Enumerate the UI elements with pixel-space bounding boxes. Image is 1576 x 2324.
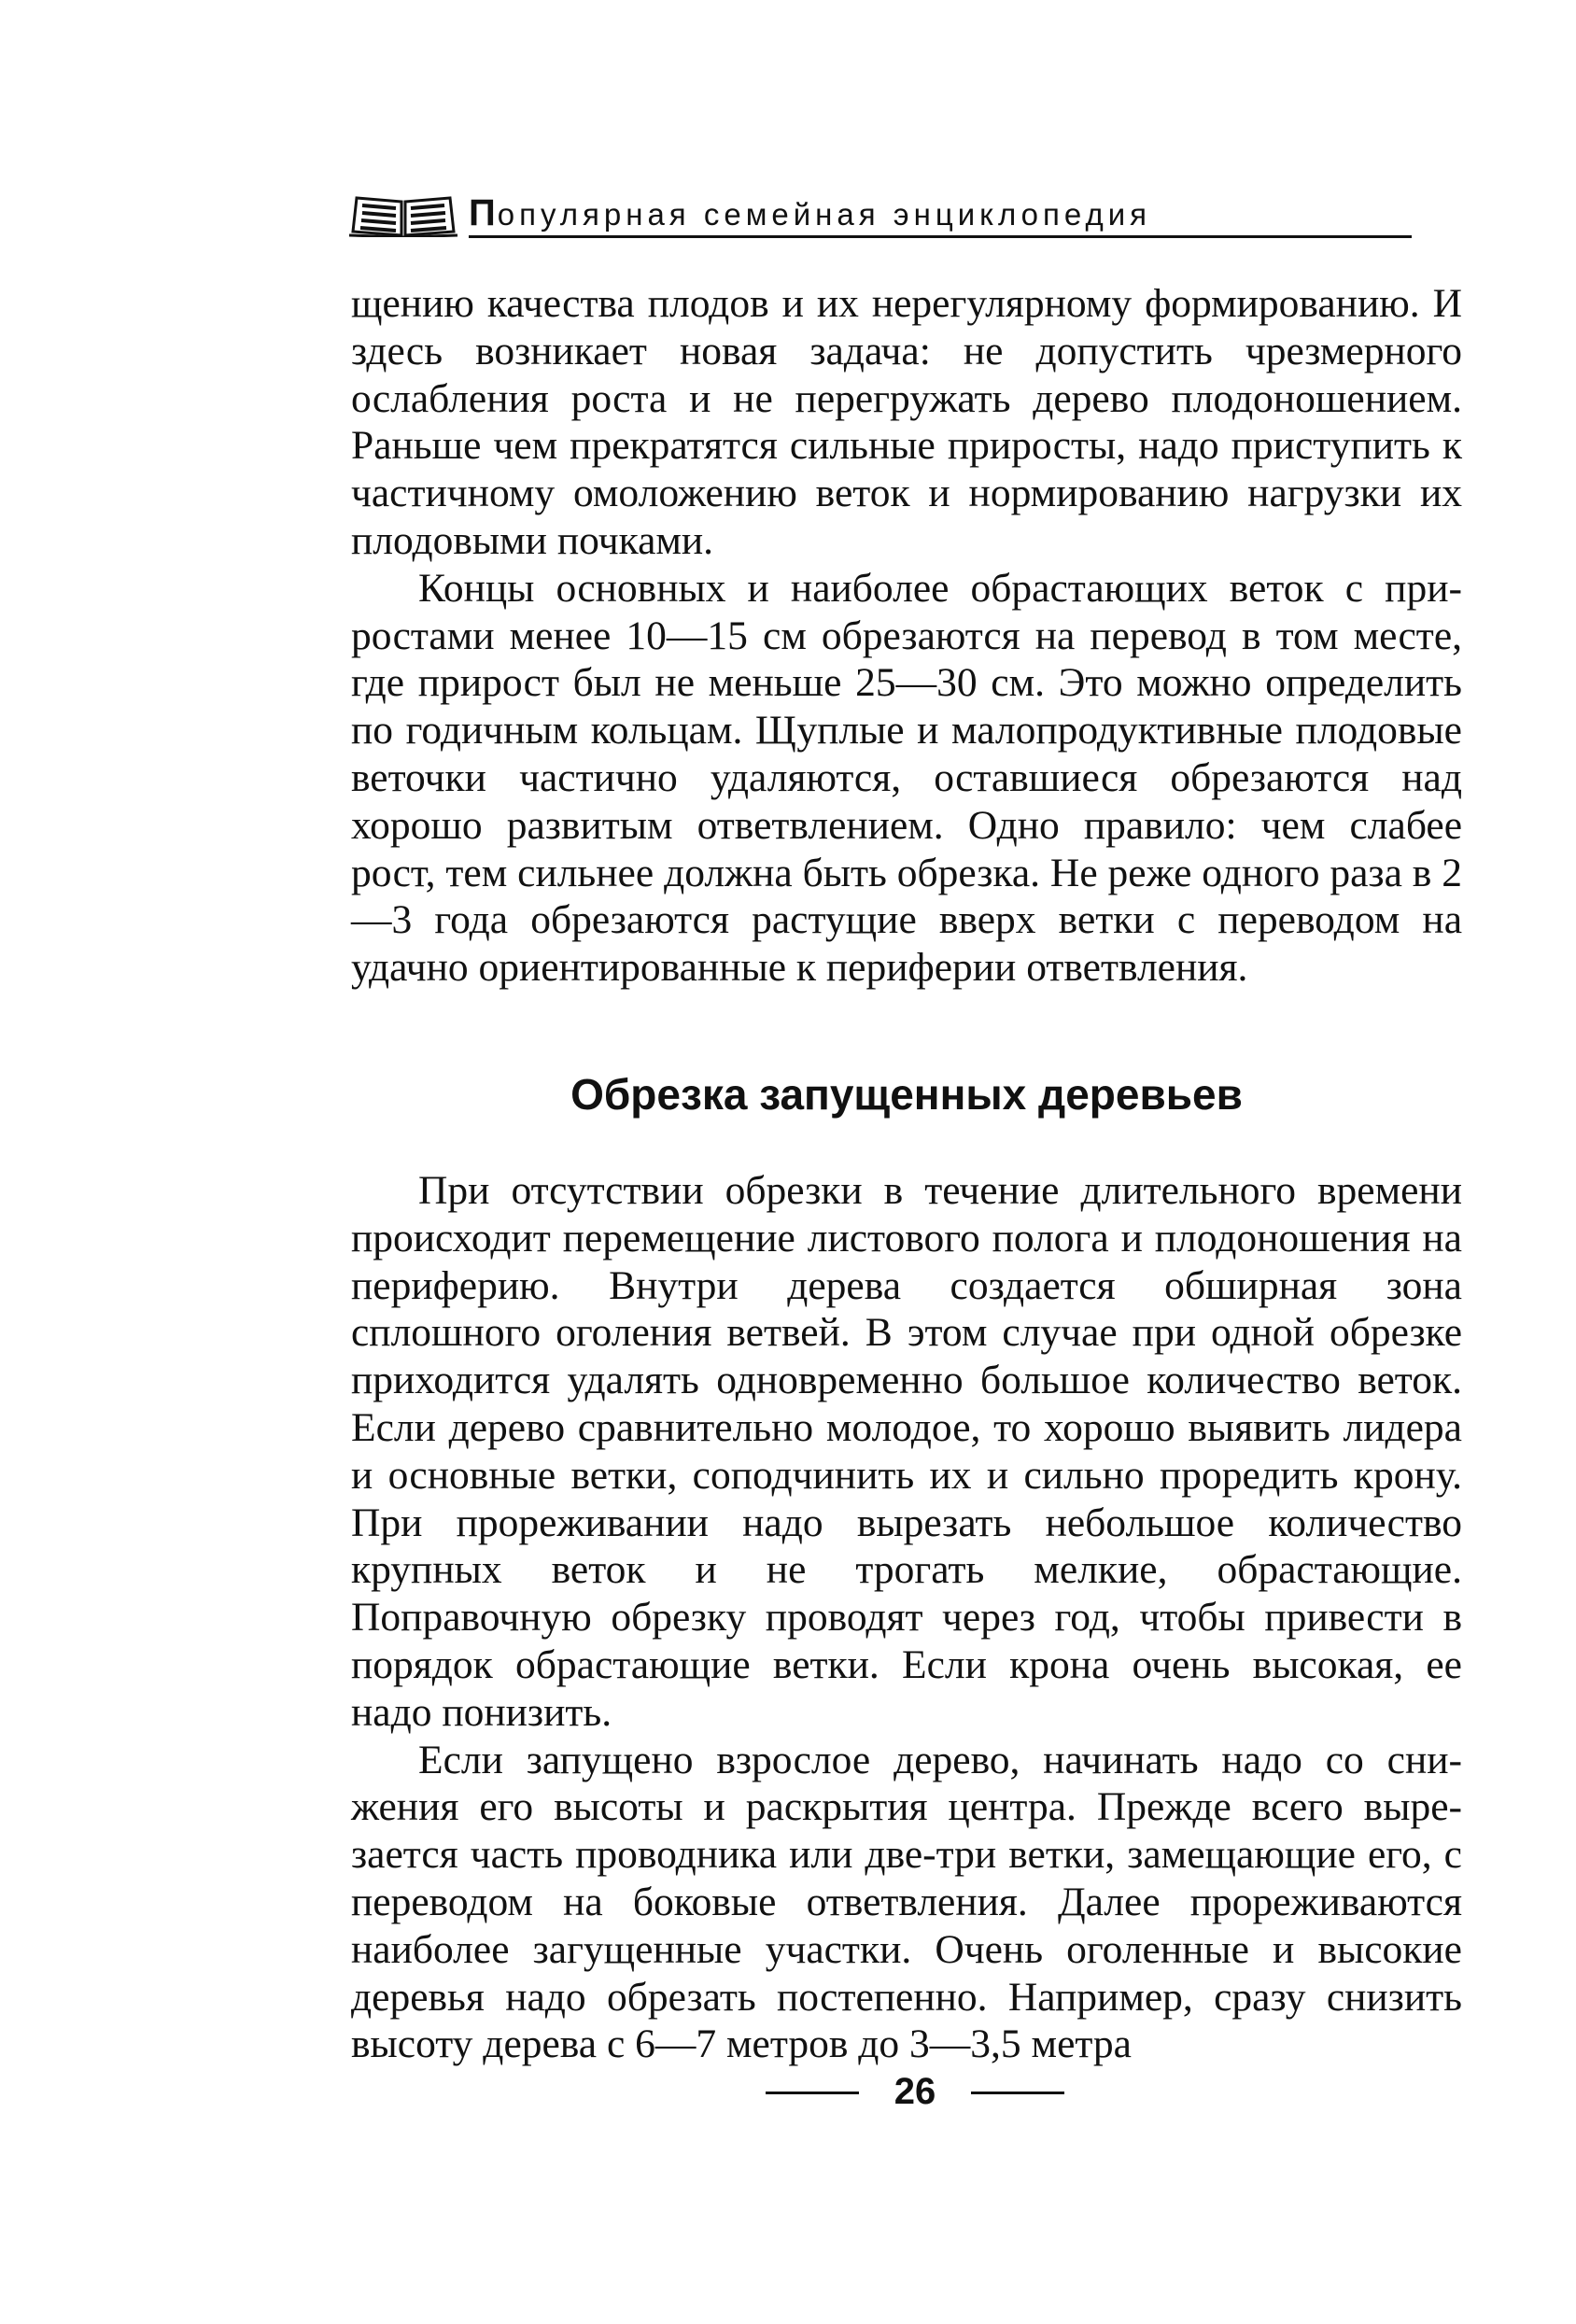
header-rule — [469, 235, 1412, 238]
running-header — [347, 183, 1421, 241]
page-number: 26 — [894, 2071, 936, 2112]
page-footer — [0, 2063, 1576, 2120]
paragraph: Концы основных и наиболее обрастающих веток с приростами менее 10—15 см обрезаются на перевод в том месте, где прирост был не меньше 25—30 см. Это можно определить по годичным кольцам. Щуплые и малопродуктивные плодовые веточки частично удаляются, оставшиеся обрезаются над хорошо развитым ответвлением. Одно правило: чем слабее рост, тем сильнее должна быть обрезка. Не реже одного раза в 2—3 года обрезаются растущие вверх ветки с переводом на удачно ориентированные к периферии ответвления. — [351, 565, 1462, 991]
paragraph: При отсутствии обрезки в течение длительного времени происходит перемещение листового полога и плодоношения на периферию. Внутри дерева создается обширная зона сплошного оголения ветвей. В этом случае при одной обрезке приходится удалять одновременно большое количество веток. Если дерево сравнительно молодое, то хорошо выявить лидера и основные ветки, соподчинить их и сильно проредить крону. При прореживании надо вырезать небольшое количество крупных веток и не трогать мелкие, обрастающие. Поправочную обрезку проводят через год, чтобы привести в порядок обрастающие ветки. Если крона очень высокая, ее надо понизить. — [351, 1167, 1462, 1735]
page-body — [351, 280, 1462, 2068]
footer-rule-right — [971, 2092, 1064, 2094]
paragraph-continued: щению качества плодов и их нерегулярному формированию. И здесь возникает новая задача: не допустить чрезмерного ослабления роста и не перегружать дерево плодоношением. Раньше чем прекратятся сильные приросты, надо приступить к частичному омоложению веток и нормированию нагрузки их плодовыми почками. — [351, 281, 1462, 563]
footer-rule-left — [766, 2092, 859, 2094]
header-title-text: опулярная семейная энциклопедия — [497, 197, 1152, 232]
open-book-icon — [347, 189, 459, 237]
header-title — [469, 194, 1151, 233]
header-title-capital: П — [469, 192, 498, 233]
paragraph: Если запущено взрослое дерево, начинать надо со снижения его высоты и раскрытия центра. Прежде всего вырезается часть проводника или две-три ветки, замещающие его, с переводом на боковые ответвления. Далее прореживаются наиболее загущенные участки. Очень оголенные и высокие деревья надо обрезать постепенно. Например, сразу снизить высоту дерева с 6—7 метров до 3—3,5 метра — [351, 1737, 1462, 2067]
section-heading: Обрезка запущенных деревьев — [570, 1069, 1243, 1119]
